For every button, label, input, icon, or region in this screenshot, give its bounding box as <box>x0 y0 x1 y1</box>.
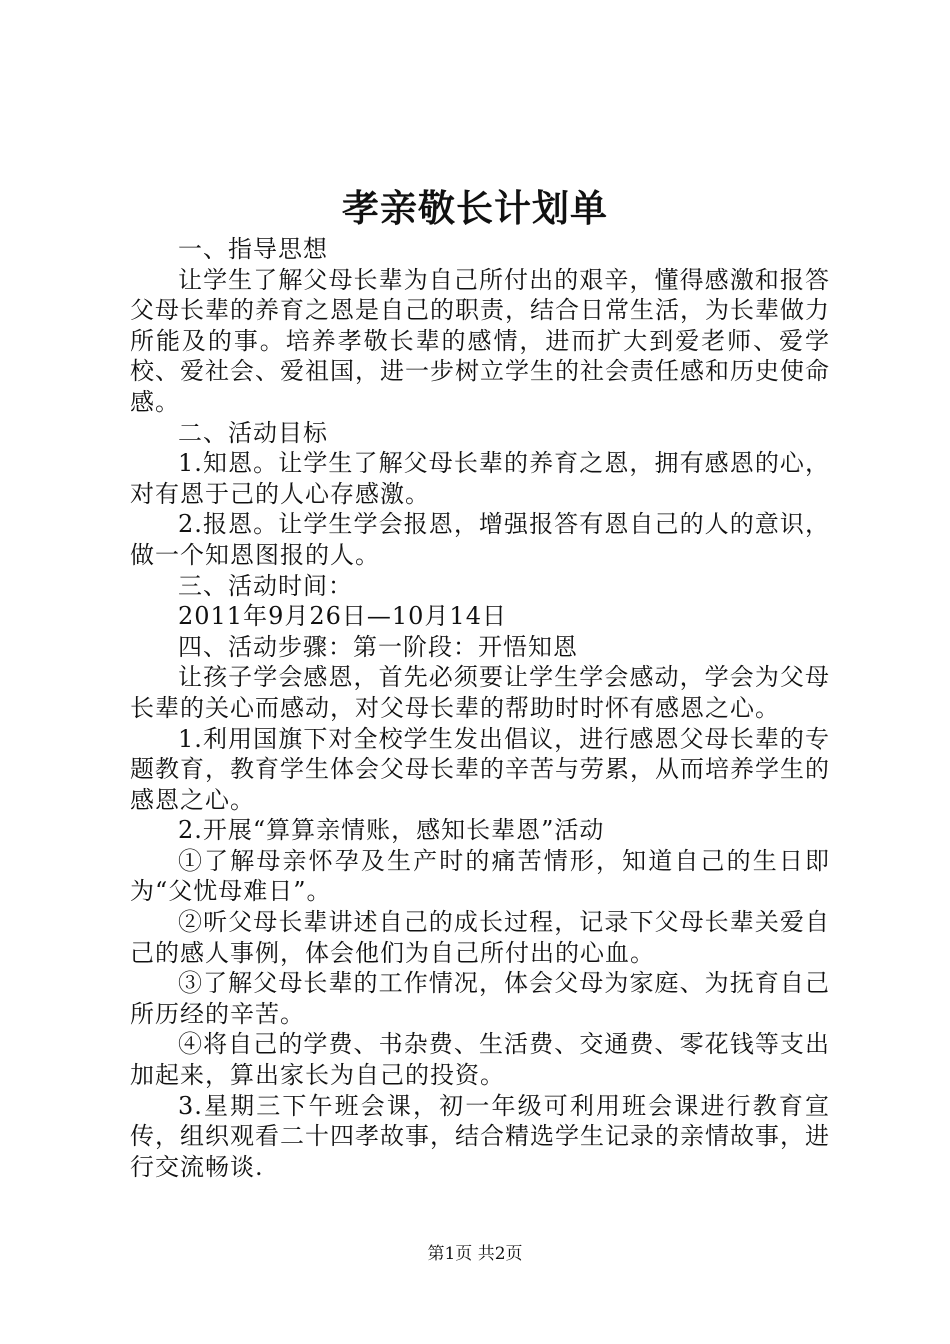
paragraph-steps-intro: 让孩子学会感恩，首先必须要让学生学会感动，学会为父母长辈的关心而感动，对父母长辈的帮助时时怀有感恩之心。 <box>130 663 830 722</box>
heading-activity-steps: 四、活动步骤：第一阶段：开悟知恩 <box>178 632 578 661</box>
step-item-3: 3.星期三下午班会课，初一年级可利用班会课进行教育宣传，组织观看二十四孝故事，结合精选学生记录的亲情故事，进行交流畅谈. <box>130 1091 830 1181</box>
sub-item-4: ④将自己的学费、书杂费、生活费、交通费、零花钱等支出加起来，算出家长为自己的投资。 <box>130 1030 830 1090</box>
page-number-footer: 第1页 共2页 <box>427 1244 523 1264</box>
heading-guiding-ideology: 一、指导思想 <box>178 235 328 263</box>
sub-item-2: ②听父母长辈讲述自己的成长过程，记录下父母长辈关爱自己的感人事例，体会他们为自己所付出的心血。 <box>130 908 830 967</box>
sub-item-1: ①了解母亲怀孕及生产时的痛苦情形，知道自己的生日即为“父忧母难日”。 <box>130 846 830 906</box>
step-item-2: 2.开展“算算亲情账，感知长辈恩”活动 <box>178 816 605 845</box>
activity-date-range: 2011年9月26日—10月14日 <box>178 602 507 631</box>
goal-item-1: 1.知恩。让学生了解父母长辈的养育之恩，拥有感恩的心，对有恩于己的人心存感激。 <box>130 449 830 508</box>
heading-activity-goals: 二、活动目标 <box>178 418 328 447</box>
goal-item-2: 2.报恩。让学生学会报恩，增强报答有恩自己的人的意识，做一个知恩图报的人。 <box>130 510 830 569</box>
document-title: 孝亲敬长计划单 <box>342 186 608 230</box>
paragraph-guiding-ideology: 让学生了解父母长辈为自己所付出的艰辛，懂得感激和报答父母长辈的养育之恩是自己的职责，结合日常生活，为长辈做力所能及的事。培养孝敬长辈的感情，进而扩大到爱老师、爱学校、爱社会、爱祖国，进一步树立学生的社会责任感和历史使命感。 <box>130 265 830 416</box>
document-body <box>130 234 830 1182</box>
sub-item-3: ③了解父母长辈的工作情况，体会父母为家庭、为抚育自己所历经的辛苦。 <box>130 969 830 1028</box>
step-item-1: 1.利用国旗下对全校学生发出倡议，进行感恩父母长辈的专题教育，教育学生体会父母长辈的辛苦与劳累，从而培养学生的感恩之心。 <box>130 724 830 814</box>
heading-activity-time: 三、活动时间： <box>178 571 353 600</box>
